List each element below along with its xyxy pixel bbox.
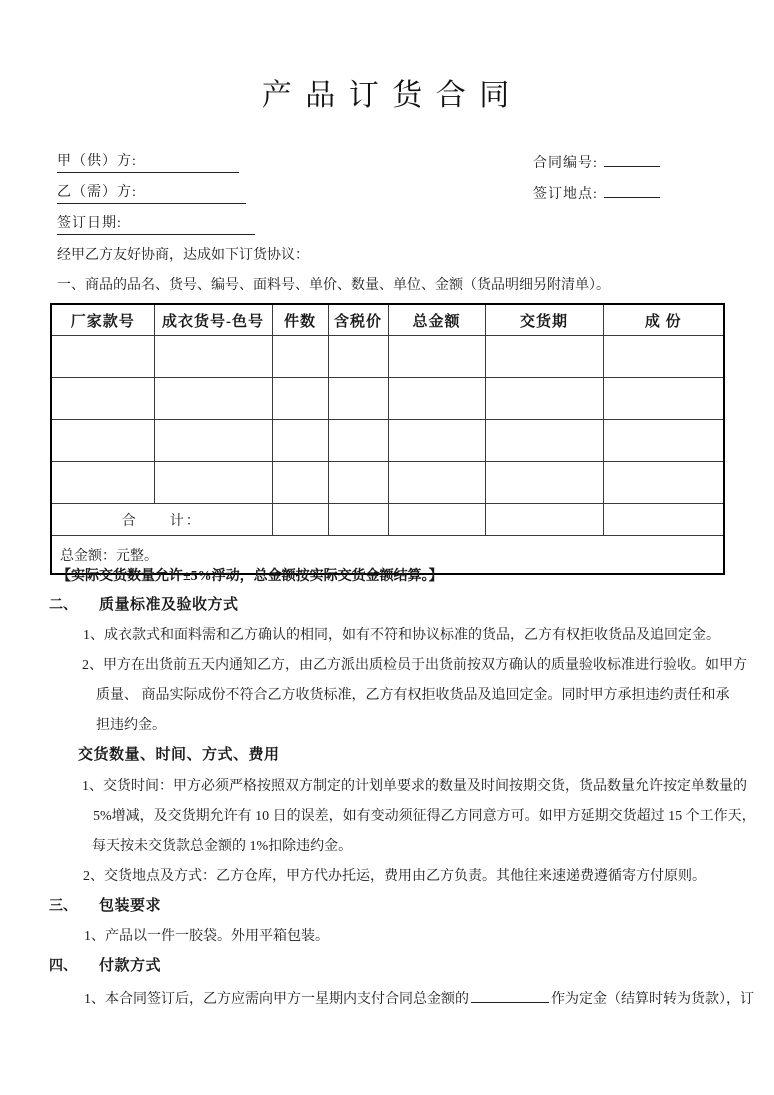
party-b-label: 乙（需）方: <box>57 185 137 200</box>
field-party-b <box>57 184 246 204</box>
header-cell-total-amount: 总金额 <box>388 304 485 336</box>
section3-heading <box>49 898 161 915</box>
table-row <box>51 420 724 462</box>
table-cell <box>603 462 724 504</box>
table-cell <box>603 504 724 536</box>
field-sign-place <box>533 184 660 203</box>
deposit-amount-blank <box>471 989 549 1003</box>
table-cell <box>328 420 388 462</box>
table-cell <box>328 462 388 504</box>
table-cell <box>51 462 154 504</box>
table-cell <box>272 378 328 420</box>
sign-date-label: 签订日期: <box>57 216 122 231</box>
section3-title: 包装要求 <box>99 898 162 914</box>
fluctuation-note: 【实际交货数量允许±5%浮动，总金额按实际交货金额结算。】 <box>57 569 443 584</box>
section2-item-2-line1: 2、甲方在出货前五天内通知乙方，由乙方派出质检员于出货前按双方确认的质量验收标准进行验收。如甲方 <box>82 658 747 673</box>
table-row <box>51 336 724 378</box>
header-cell-composition: 成 份 <box>603 304 724 336</box>
table-cell <box>154 336 272 378</box>
section4-number: 四、 <box>49 959 77 974</box>
table-cell <box>485 420 603 462</box>
header-cell-quantity: 件数 <box>272 304 328 336</box>
table-cell <box>485 378 603 420</box>
section3-item-1: 1、产品以一件一胶袋。外用平箱包装。 <box>84 929 329 944</box>
header-cell-garment-no-color: 成衣货号-色号 <box>154 304 272 336</box>
section2-heading <box>49 597 239 614</box>
table-cell <box>51 378 154 420</box>
grand-total-cell: 总金额：元整。 <box>51 536 724 575</box>
table-cell <box>388 504 485 536</box>
table-cell <box>272 504 328 536</box>
table-cell <box>51 336 154 378</box>
table-cell <box>154 462 272 504</box>
table-cell <box>328 336 388 378</box>
clause-one-line: 一、商品的品名、货号、编号、面料号、单价、数量、单位、金额（货品明细另附清单）。 <box>57 278 610 293</box>
subtotal-label-cell: 合 计： <box>51 504 272 536</box>
table-row <box>51 378 724 420</box>
payment-line-suffix: 作为定金（结算时转为货款），订 <box>551 992 754 1007</box>
header-cell-tax-price: 含税价 <box>328 304 388 336</box>
table-cell <box>485 462 603 504</box>
order-table <box>50 303 725 575</box>
section4-title: 付款方式 <box>99 958 162 974</box>
section4-heading <box>49 958 161 975</box>
table-cell <box>328 504 388 536</box>
field-sign-date <box>57 215 255 235</box>
intro-line: 经甲乙方友好协商，达成如下订货协议： <box>57 248 309 263</box>
sign-place-label: 签订地点: <box>533 187 598 202</box>
party-a-label: 甲（供）方: <box>57 154 137 169</box>
contract-no-label: 合同编号: <box>533 156 598 171</box>
table-cell <box>51 420 154 462</box>
table-cell <box>154 378 272 420</box>
section4-payment-line <box>84 989 754 1008</box>
table-cell <box>603 336 724 378</box>
section2-number: 二、 <box>49 598 77 613</box>
table-cell <box>485 504 603 536</box>
field-party-a <box>57 153 239 173</box>
delivery-item-2: 2、交货地点及方式：乙方仓库，甲方代办托运，费用由乙方负责。其他往来速递费遵循寄方付原则。 <box>83 869 706 884</box>
table-cell <box>388 420 485 462</box>
table-cell <box>603 420 724 462</box>
field-contract-no <box>533 153 660 172</box>
payment-line-prefix: 1、本合同签订后，乙方应需向甲方一星期内支付合同总金额的 <box>84 992 469 1007</box>
section2-item-2-line3: 担违约金。 <box>96 718 166 733</box>
sign-place-blank <box>604 184 660 198</box>
table-cell <box>328 378 388 420</box>
table-row <box>51 462 724 504</box>
table-cell <box>272 420 328 462</box>
contract-no-blank <box>604 153 660 167</box>
header-cell-factory-style-no: 厂家款号 <box>51 304 154 336</box>
delivery-item-1-line2: 5%增减，及交货期允许有 10 日的误差，如有变动须征得乙方同意方可。如甲方延期交货超过 15 个工作天， <box>93 809 756 824</box>
table-cell <box>388 336 485 378</box>
section2-item-2-line2: 质量、 商品实际成份不符合乙方收货标准，乙方有权拒收货品及追回定金。同时甲方承担违约责任和承 <box>96 688 730 703</box>
table-cell <box>272 336 328 378</box>
table-cell <box>388 462 485 504</box>
subtotal-row <box>51 504 724 536</box>
section2-item-1: 1、成衣款式和面料需和乙方确认的相同，如有不符和协议标准的货品，乙方有权拒收货品及追回定金。 <box>83 628 720 643</box>
delivery-item-1-line1: 1、交货时间：甲方必须严格按照双方制定的计划单要求的数量及时间按期交货，货品数量允许按定单数量的 <box>82 779 747 794</box>
section3-number: 三、 <box>49 899 77 914</box>
document-title: 产 品 订 货 合 同 <box>261 79 513 112</box>
table-cell <box>485 336 603 378</box>
table-cell <box>154 420 272 462</box>
section2-title: 质量标准及验收方式 <box>99 597 239 613</box>
table-cell <box>603 378 724 420</box>
delivery-item-1-line3: 每天按未交货款总金额的 1%扣除违约金。 <box>92 839 353 854</box>
header-cell-delivery-date: 交货期 <box>485 304 603 336</box>
table-cell <box>388 378 485 420</box>
table-header-row <box>51 304 724 336</box>
table-cell <box>272 462 328 504</box>
delivery-subheading: 交货数量、时间、方式、费用 <box>78 747 280 763</box>
